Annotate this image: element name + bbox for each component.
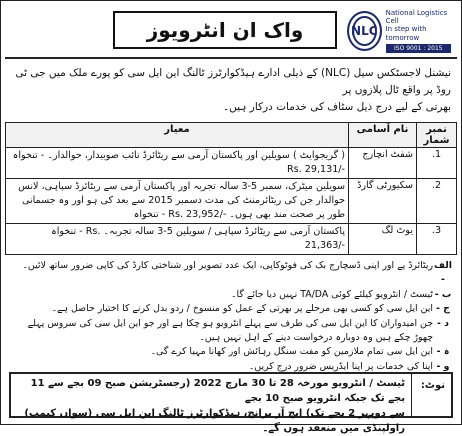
- note-text: جن امیدواران کا این ایل سی کی طرف سے پہلے انٹرویو ہو چکا ہے اور جو این ایل سی کی سروس پہلے چھوڑ چکے ہیں وہ دوبارہ درخواست دینے کے اہل نہیں ہیں۔: [27, 317, 433, 344]
- logo-line2: In step with tomorrow: [385, 25, 427, 42]
- criteria-text: سویلین میٹرک، سمبر 5-3 سالہ تجربہ اور پاکستان آرمی سے ریٹائرڈ سپاہی، لانس حوالدار جن کی ریٹائرمنٹ کی مدت دسمبر 2015 سے بعد کی ہو اور وہ جسمانی طور پر صحت مند بھی ہوں۔: [18, 181, 345, 220]
- page-title: واک ان انٹرویوز: [146, 18, 304, 42]
- list-item: [9, 259, 453, 288]
- intro-line: نیشنل لاجسٹکس سیل (NLC) کے ذیلی ادارے ہیڈکوارٹرز ٹالنگ این ایل سی کو پورے ملک میں جی ٹی روڈ پر واقع ٹال پلازوں پر: [15, 67, 451, 96]
- header-name: نام آسامی: [349, 123, 417, 148]
- note-text: اپنا کی خدمات پر اپنا ایڈریس ضرور درج کریں۔: [248, 360, 433, 372]
- row-sno: 1.: [417, 148, 457, 179]
- salary: تنخواہ - Rs. 29,131/-: [12, 150, 345, 175]
- table-row: [6, 224, 457, 255]
- footer-note-box: [9, 372, 453, 434]
- intro-paragraph: [5, 65, 457, 116]
- footer-line: سے دوپہر 2 بجے تک) ایچ آر برانچ، ہیڈکوارٹرز ٹالنگ این ایل سی (سواں کیمپ) راولپنڈی میں منعقد ہوں گے۔: [24, 408, 405, 434]
- note-text: این ایل سی کو کسی بھی مرحلے پر بھرتی کے عمل کو منسوخ / ردو بدل کرنے کا اختیار حاصل ہے۔: [51, 303, 433, 315]
- list-item: [9, 317, 453, 346]
- note-text: ریٹائرڈ پے اور اپنی ڈسچارج بک کی فوٹوکاپی، ایک عدد تصویر اور شناختی کارڈ کی کاپی ضرور ساتھ لائیں۔: [22, 260, 433, 271]
- nlc-logo-icon: NLC: [347, 11, 382, 51]
- table-row: [6, 179, 457, 224]
- footer-text: [11, 374, 411, 434]
- row-criteria: [6, 148, 349, 179]
- intro-line: بھرتی کے لیے درج ذیل سٹاف کی خدمات درکار ہیں۔: [222, 101, 451, 113]
- table-row: [6, 148, 457, 179]
- logo-line1: National Logistics Cell: [385, 8, 448, 26]
- note-letter: د -: [437, 317, 449, 329]
- note-letter: ب -: [434, 288, 452, 300]
- row-criteria: [6, 224, 349, 255]
- notes-list: [5, 259, 457, 374]
- nlc-logo: [347, 9, 451, 53]
- criteria-text: پاکستان آرمی سے ریٹائرڈ سپاہی / سویلین 5-3 سالہ تجربہ۔: [103, 226, 345, 237]
- criteria-text: ( گریجوایٹ ) سویلین اور پاکستان آرمی سے ریٹائرڈ نائب صوبیدار، حوالدار۔: [47, 150, 345, 161]
- note-text: این ایل سی تمام ملازمین کو مفت سنگل رہائش اور کھانا مہیا کرے گی۔: [150, 346, 433, 358]
- header-sno: نمبر شمار: [417, 123, 457, 148]
- row-sno: 2.: [417, 179, 457, 224]
- list-item: [9, 288, 453, 302]
- title-box: [113, 11, 337, 49]
- salary: تنخواہ - Rs. 23,952/-: [133, 209, 227, 220]
- row-name: یوٹ لگ: [349, 224, 417, 255]
- list-item: [9, 345, 453, 359]
- iso-badge: ISO 9001 : 2015: [386, 44, 451, 53]
- row-sno: 3.: [417, 224, 457, 255]
- header: [5, 5, 457, 59]
- logo-text: [386, 9, 451, 54]
- list-item: [9, 302, 453, 316]
- note-letter: ہ -: [436, 346, 450, 358]
- row-name: سکیورٹی گارڈ: [349, 179, 417, 224]
- row-criteria: [6, 179, 349, 224]
- note-letter: الف -: [434, 260, 452, 286]
- note-letter: ج -: [436, 303, 450, 315]
- jobs-table: [5, 122, 457, 255]
- note-letter: و -: [436, 360, 450, 372]
- note-text: ٹیسٹ / انٹرویو کیلئے کوئی TA/DA نہیں دیا جائے گا۔: [231, 288, 433, 300]
- footer-label: نوٹ:: [411, 374, 451, 416]
- header-criteria: معیار: [6, 123, 349, 148]
- table-header-row: [6, 123, 457, 148]
- row-name: شفٹ انچارج: [349, 148, 417, 179]
- salary: تنخواہ - Rs. 21,363/-: [51, 226, 345, 251]
- footer-line: ٹیسٹ / انٹرویو مورخہ 28 تا 30 مارچ 2022 (رجسٹریشن صبح 09 بجے سے 11 بجے تک جبکہ انٹرویو صبح 10 بجے: [30, 378, 405, 404]
